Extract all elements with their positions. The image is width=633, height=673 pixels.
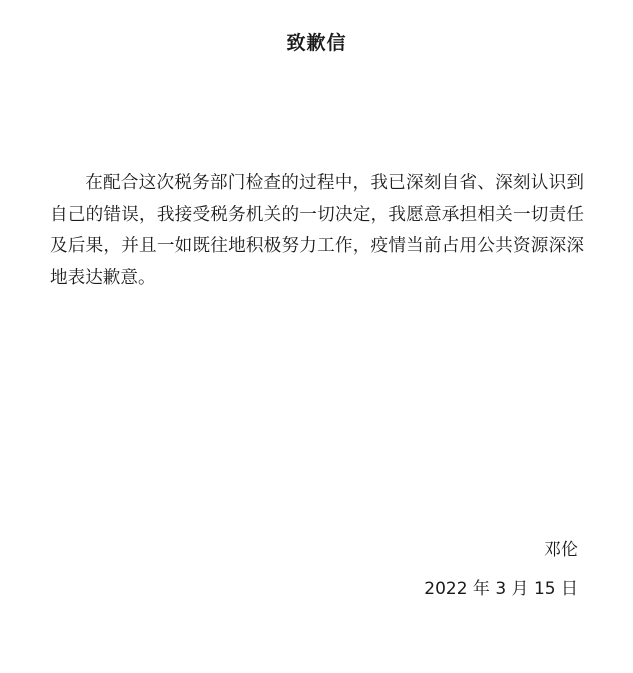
letter-signature: 邓伦 [544,540,578,560]
letter-title: 致歉信 [286,32,347,54]
letter-date: 2022 年 3 月 15 日 [424,579,578,599]
letter-body: 在配合这次税务部门检查的过程中，我已深刻自省、深刻认识到自己的错误，我接受税务机关的一切决定，我愿意承担相关一切责任及后果，并且一如既往地积极努力工作，疫情当前占用公共资源深深地表达歉意。 [50,173,584,288]
